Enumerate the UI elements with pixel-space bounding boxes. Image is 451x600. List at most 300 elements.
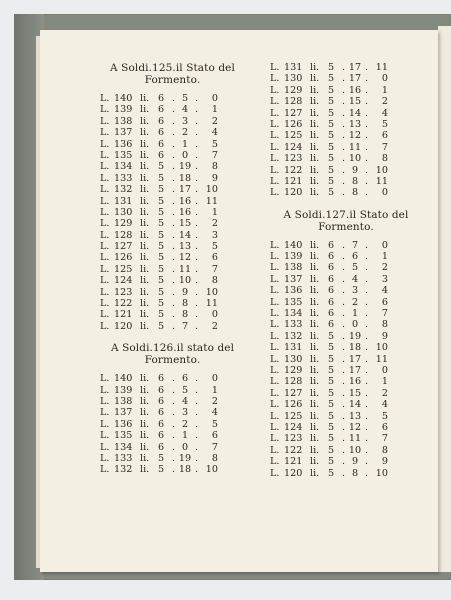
separator: . [341,96,346,108]
separator: . [364,364,369,376]
separator: . [171,309,176,321]
soldi-value: 13 [348,118,362,130]
unit-label: li. [140,452,150,464]
separator: . [364,84,369,96]
denari-value: 7 [381,141,388,153]
lire-value: 5 [328,467,335,479]
unit-label: li. [310,421,320,433]
separator: . [194,149,199,161]
row-prefix: L. [270,308,280,320]
separator: . [171,172,176,184]
denari-value: 6 [211,252,218,264]
separator: . [364,175,369,187]
table-row [100,161,245,172]
separator: . [341,239,346,251]
soldi-value: 5 [181,93,189,104]
left-price-column [100,62,245,476]
unit-label: li. [140,252,150,264]
separator: . [364,433,369,445]
table-row [100,207,245,218]
denari-value: 10 [375,342,388,354]
unit-label: li. [140,430,150,442]
table-row [270,96,422,107]
lire-amount: 134 [284,308,303,320]
separator: . [194,395,199,407]
soldi-value: 13 [348,410,362,422]
unit-label: li. [140,149,150,161]
row-prefix: L. [270,353,280,365]
table-row [100,275,245,286]
denari-value: 1 [211,384,218,396]
soldi-value: 16 [348,84,362,96]
lire-value: 6 [158,407,165,419]
lire-value: 5 [158,184,165,196]
lire-amount: 123 [284,433,303,445]
denari-value: 11 [375,353,388,365]
lire-value: 5 [328,444,335,456]
table-row [100,453,245,464]
table-row [270,365,422,376]
facing-page-edge [438,26,451,572]
separator: . [341,107,346,119]
soldi-value: 17 [348,353,362,365]
unit-label: li. [310,353,320,365]
row-prefix: L. [100,441,110,453]
soldi-value: 12 [348,130,362,142]
denari-value: 11 [205,195,218,207]
separator: . [341,467,346,479]
lire-amount: 125 [114,263,133,275]
denari-value: 0 [381,73,388,85]
separator: . [341,308,346,320]
separator: . [194,407,199,419]
table-row [270,388,422,399]
soldi-value: 18 [178,464,192,476]
lire-value: 6 [158,373,165,385]
lire-value: 5 [328,387,335,399]
table-row [100,241,245,252]
separator: . [194,93,199,104]
soldi-value: 3 [351,285,359,297]
row-prefix: L. [100,172,110,184]
separator: . [194,115,199,127]
lire-amount: 140 [114,373,133,385]
row-prefix: L. [100,464,110,476]
lire-amount: 126 [284,118,303,130]
soldi-value: 9 [351,164,359,176]
separator: . [364,187,369,199]
table-row [270,142,422,153]
separator: . [194,104,199,116]
soldi-value: 11 [348,433,362,445]
separator: . [341,73,346,85]
soldi-value: 0 [181,149,189,161]
lire-amount: 131 [284,342,303,354]
unit-label: li. [310,376,320,388]
separator: . [364,130,369,142]
soldi-value: 4 [351,273,359,285]
denari-value: 5 [381,118,388,130]
table-row [100,373,245,384]
lire-amount: 132 [114,184,133,196]
lire-amount: 129 [114,218,133,230]
separator: . [341,364,346,376]
lire-value: 5 [328,153,335,165]
lire-amount: 132 [114,464,133,476]
unit-label: li. [310,107,320,119]
lire-value: 6 [158,418,165,430]
denari-value: 7 [381,433,388,445]
separator: . [171,452,176,464]
separator: . [194,229,199,241]
separator: . [171,115,176,127]
soldi-value: 0 [351,319,359,331]
lire-amount: 130 [114,206,133,218]
heading-line: Formento. [318,220,374,233]
separator: . [364,296,369,308]
row-prefix: L. [270,296,280,308]
soldi-value: 14 [348,399,362,411]
soldi-value: 14 [178,229,192,241]
section-gap [100,332,245,342]
lire-amount: 135 [114,430,133,442]
separator: . [194,452,199,464]
separator: . [194,298,199,310]
row-prefix: L. [270,444,280,456]
denari-value: 6 [381,130,388,142]
lire-value: 5 [328,342,335,354]
lire-value: 5 [328,141,335,153]
unit-label: li. [310,285,320,297]
unit-label: li. [310,433,320,445]
row-prefix: L. [270,107,280,119]
soldi-value: 2 [181,127,189,139]
separator: . [194,373,199,385]
row-prefix: L. [270,239,280,251]
lire-value: 6 [328,239,335,251]
denari-value: 7 [211,263,218,275]
denari-value: 6 [381,421,388,433]
denari-value: 6 [381,296,388,308]
separator: . [364,353,369,365]
denari-value: 1 [381,376,388,388]
unit-label: li. [310,308,320,320]
lire-value: 5 [328,164,335,176]
denari-value: 10 [205,464,218,476]
separator: . [341,433,346,445]
unit-label: li. [140,298,150,310]
soldi-value: 11 [348,141,362,153]
separator: . [341,376,346,388]
separator: . [341,175,346,187]
row-prefix: L. [270,175,280,187]
lire-value: 5 [328,118,335,130]
lire-amount: 120 [284,187,303,199]
separator: . [341,330,346,342]
soldi-value: 17 [178,184,192,196]
unit-label: li. [140,418,150,430]
lire-value: 6 [158,149,165,161]
lire-value: 6 [158,115,165,127]
row-prefix: L. [100,115,110,127]
separator: . [171,127,176,139]
lire-amount: 126 [284,399,303,411]
unit-label: li. [310,118,320,130]
denari-value: 5 [211,241,218,253]
separator: . [194,241,199,253]
table-row [270,433,422,444]
row-prefix: L. [100,127,110,139]
soldi-value: 19 [178,161,192,173]
unit-label: li. [140,138,150,150]
lire-value: 5 [328,421,335,433]
separator: . [194,161,199,173]
unit-label: li. [310,342,320,354]
separator: . [171,373,176,385]
lire-value: 6 [328,273,335,285]
separator: . [171,149,176,161]
lire-amount: 131 [114,195,133,207]
lire-value: 5 [328,130,335,142]
soldi-value: 8 [351,467,359,479]
soldi-value: 1 [181,138,189,150]
table-row [100,321,245,332]
denari-value: 10 [375,164,388,176]
lire-value: 5 [158,452,165,464]
soldi-value: 15 [348,96,362,108]
row-prefix: L. [270,330,280,342]
lire-amount: 123 [114,286,133,298]
unit-label: li. [310,444,320,456]
separator: . [194,320,199,332]
separator: . [341,262,346,274]
separator: . [341,130,346,142]
separator: . [194,184,199,196]
lire-amount: 125 [284,130,303,142]
lire-value: 5 [328,84,335,96]
lire-amount: 128 [284,96,303,108]
denari-value: 4 [381,107,388,119]
soldi-value: 11 [178,263,192,275]
separator: . [171,286,176,298]
separator: . [171,252,176,264]
row-prefix: L. [270,456,280,468]
denari-value: 8 [211,452,218,464]
denari-value: 2 [211,218,218,230]
separator: . [341,410,346,422]
row-prefix: L. [270,376,280,388]
denari-value: 10 [205,184,218,196]
row-prefix: L. [270,319,280,331]
soldi-value: 18 [348,342,362,354]
row-prefix: L. [100,286,110,298]
denari-value: 8 [211,275,218,287]
lire-value: 5 [158,229,165,241]
unit-label: li. [310,141,320,153]
row-prefix: L. [270,467,280,479]
section-heading [100,342,245,366]
table-row [270,411,422,422]
row-prefix: L. [100,418,110,430]
section-heading [270,209,422,233]
table-row [100,252,245,263]
soldi-value: 19 [178,452,192,464]
lire-value: 6 [328,285,335,297]
table-row [100,184,245,195]
lire-value: 6 [328,308,335,320]
lire-value: 5 [158,195,165,207]
lire-amount: 131 [284,62,303,73]
soldi-value: 5 [351,262,359,274]
soldi-value: 8 [351,175,359,187]
table-row [100,309,245,320]
lire-value: 5 [328,410,335,422]
row-prefix: L. [270,73,280,85]
lire-amount: 140 [114,93,133,104]
separator: . [364,319,369,331]
row-prefix: L. [100,373,110,385]
denari-value: 8 [381,444,388,456]
lire-value: 6 [158,93,165,104]
heading-gap [100,86,245,93]
denari-value: 1 [211,206,218,218]
row-prefix: L. [100,206,110,218]
unit-label: li. [310,153,320,165]
unit-label: li. [310,73,320,85]
separator: . [171,93,176,104]
lire-value: 6 [158,104,165,116]
soldi-value: 16 [178,195,192,207]
lire-amount: 137 [284,273,303,285]
lire-amount: 138 [114,115,133,127]
row-prefix: L. [100,161,110,173]
soldi-value: 10 [178,275,192,287]
row-prefix: L. [100,252,110,264]
lire-amount: 126 [114,252,133,264]
separator: . [364,410,369,422]
lire-amount: 122 [114,298,133,310]
unit-label: li. [310,175,320,187]
row-prefix: L. [100,229,110,241]
unit-label: li. [140,104,150,116]
unit-label: li. [310,319,320,331]
row-prefix: L. [270,421,280,433]
denari-value: 8 [211,161,218,173]
denari-value: 2 [211,115,218,127]
separator: . [341,456,346,468]
separator: . [364,164,369,176]
denari-value: 7 [211,441,218,453]
lire-value: 5 [328,376,335,388]
separator: . [341,251,346,263]
lire-amount: 124 [284,421,303,433]
lire-amount: 140 [284,239,303,251]
lire-amount: 121 [114,309,133,321]
unit-label: li. [140,464,150,476]
separator: . [171,418,176,430]
denari-value: 2 [211,395,218,407]
table-row [270,73,422,84]
row-prefix: L. [100,384,110,396]
lire-value: 5 [158,263,165,275]
separator: . [194,418,199,430]
denari-value: 2 [381,262,388,274]
table-row [270,119,422,130]
table-row [270,187,422,198]
denari-value: 1 [381,84,388,96]
unit-label: li. [310,273,320,285]
table-row [100,127,245,138]
lire-amount: 133 [284,319,303,331]
row-prefix: L. [270,187,280,199]
unit-label: li. [310,467,320,479]
section-gap [270,199,422,209]
separator: . [171,320,176,332]
row-prefix: L. [270,251,280,263]
heading-line: Formento. [144,354,201,367]
lire-value: 6 [328,262,335,274]
unit-label: li. [140,395,150,407]
denari-value: 1 [381,251,388,263]
separator: . [364,239,369,251]
separator: . [364,421,369,433]
table-row [100,396,245,407]
soldi-value: 4 [181,104,189,116]
table-row [270,456,422,467]
table-row [270,308,422,319]
separator: . [171,395,176,407]
unit-label: li. [140,309,150,321]
lire-value: 6 [158,430,165,442]
denari-value: 7 [381,308,388,320]
unit-label: li. [310,262,320,274]
unit-label: li. [310,387,320,399]
separator: . [364,73,369,85]
lire-amount: 122 [284,164,303,176]
denari-value: 0 [211,93,218,104]
unit-label: li. [310,456,320,468]
soldi-value: 9 [351,456,359,468]
unit-label: li. [310,130,320,142]
row-prefix: L. [100,407,110,419]
lire-amount: 138 [114,395,133,407]
separator: . [171,104,176,116]
denari-value: 0 [381,187,388,199]
separator: . [194,384,199,396]
row-prefix: L. [270,62,280,73]
unit-label: li. [310,251,320,263]
table-row [270,331,422,342]
soldi-value: 5 [181,384,189,396]
lire-value: 6 [158,127,165,139]
lire-value: 5 [328,399,335,411]
soldi-value: 4 [181,395,189,407]
denari-value: 11 [375,175,388,187]
unit-label: li. [140,275,150,287]
separator: . [171,263,176,275]
right-price-column [270,62,422,479]
row-prefix: L. [270,96,280,108]
row-prefix: L. [270,410,280,422]
soldi-value: 8 [351,187,359,199]
table-row [100,407,245,418]
table-row [270,130,422,141]
separator: . [364,141,369,153]
unit-label: li. [140,229,150,241]
separator: . [171,184,176,196]
separator: . [364,153,369,165]
table-row [270,342,422,353]
